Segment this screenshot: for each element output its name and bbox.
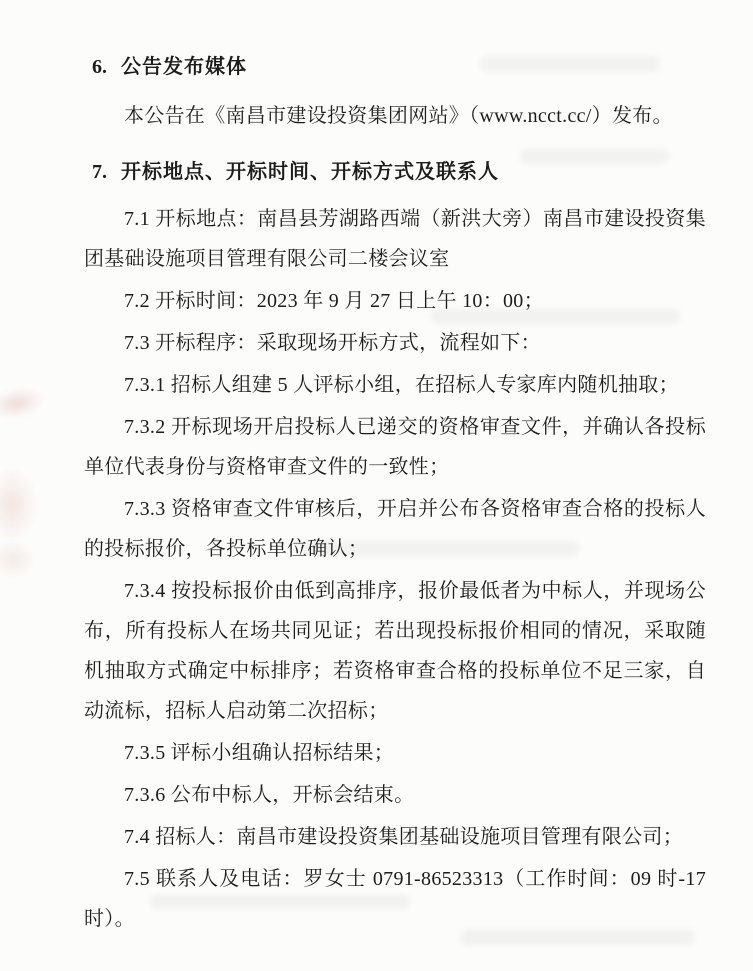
section-7-heading bbox=[92, 152, 706, 192]
clause-7-3-1-evaluation-team: 7.3.1 招标人组建 5 人评标小组，在招标人专家库内随机抽取； bbox=[124, 374, 679, 396]
clause-7-2-bid-opening-time: 7.2 开标时间：2023 年 9 月 27 日上午 10：00； bbox=[124, 290, 544, 312]
section-6-title: 公告发布媒体 bbox=[121, 56, 247, 78]
clause-7-3-4-ranking-rules: 7.3.4 按投标报价由低到高排序，报价最低者为中标人，并现场公布，所有投标人在场共同见证；若出现投标报价相同的情况，采取随机抽取方式确定中标排序；若资格审查合格的投标单位不足三家，自动流标，招标人启动第二次招标； bbox=[84, 580, 706, 722]
clause-7-4-tenderer: 7.4 招标人：南昌市建设投资集团基础设施项目管理有限公司； bbox=[124, 826, 683, 848]
clause-7-3-2-qualification-documents: 7.3.2 开标现场开启投标人已递交的资格审查文件，并确认各投标单位代表身份与资格审查文件的一致性； bbox=[84, 416, 706, 478]
document-content bbox=[84, 47, 706, 941]
section-6-number: 6. bbox=[92, 56, 107, 78]
section-7-title: 开标地点、开标时间、开标方式及联系人 bbox=[121, 161, 499, 183]
clause-7-1-bid-opening-location: 7.1 开标地点：南昌县芳湖路西端（新洪大旁）南昌市建设投资集团基础设施项目管理有限公司二楼会议室 bbox=[84, 208, 706, 270]
section-6-heading bbox=[92, 47, 706, 87]
announcement-publish-paragraph: 本公告在《南昌市建设投资集团网站》（www.ncct.cc/）发布。 bbox=[124, 105, 673, 127]
stamp-bleed-mark bbox=[0, 383, 48, 423]
clause-7-3-5-confirm-results: 7.3.5 评标小组确认招标结果； bbox=[124, 742, 395, 764]
clause-7-3-3-announce-quotes: 7.3.3 资格审查文件审核后，开启并公布各资格审查合格的投标人的投标报价，各投标单位确认； bbox=[84, 498, 706, 560]
clause-7-3-6-announce-winner: 7.3.6 公布中标人，开标会结束。 bbox=[124, 784, 415, 806]
stamp-bleed-mark bbox=[0, 468, 38, 542]
clause-7-5-contact: 7.5 联系人及电话：罗女士 0791-86523313（工作时间：09 时-17 时）。 bbox=[84, 868, 706, 930]
stamp-bleed-mark bbox=[0, 540, 36, 578]
clause-7-3-bid-opening-procedure: 7.3 开标程序：采取现场开标方式，流程如下： bbox=[124, 332, 541, 354]
section-7-number: 7. bbox=[92, 161, 107, 183]
